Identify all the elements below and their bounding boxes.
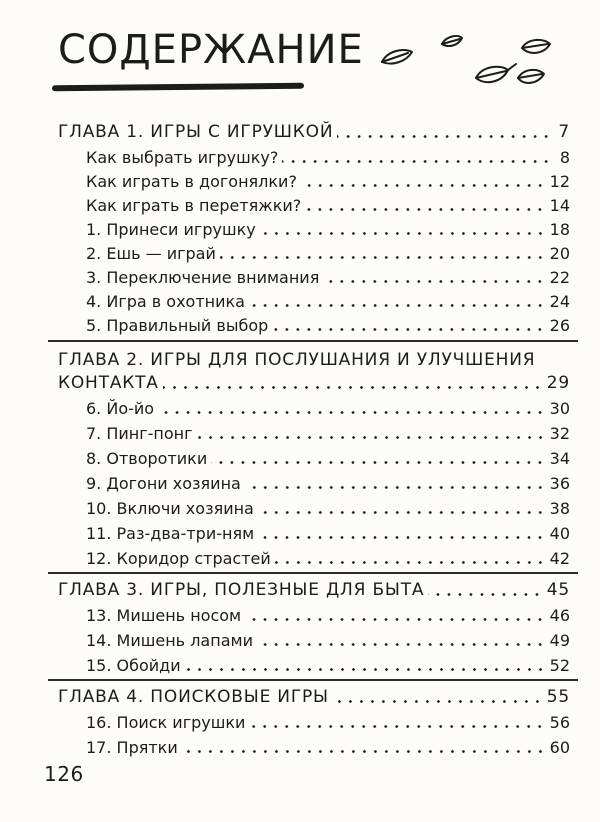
item-title: 1. Принеси игрушку — [86, 220, 256, 239]
page-ref: 46 — [549, 606, 570, 625]
page-ref: 38 — [549, 499, 570, 518]
page-ref: 32 — [549, 424, 570, 443]
page-ref: 8 — [559, 148, 570, 167]
page-title: СОДЕРЖАНИЕ — [58, 27, 364, 73]
chapter-4-entry[interactable] — [58, 689, 570, 706]
page-ref: 7 — [558, 122, 570, 142]
page-ref: 36 — [549, 474, 570, 493]
chapter-title: ГЛАВА 1. ИГРЫ С ИГРУШКОЙ — [58, 122, 334, 142]
list-item[interactable] — [86, 150, 570, 166]
leader-dots — [257, 643, 546, 646]
leader-dots — [245, 486, 546, 489]
page-ref: 22 — [549, 268, 570, 287]
item-title: 4. Игра в охотника — [86, 292, 245, 311]
list-item[interactable] — [86, 401, 570, 417]
page-ref: 29 — [546, 373, 570, 393]
leader-dots — [182, 750, 546, 753]
leader-dots — [163, 386, 543, 389]
leader-dots — [245, 618, 546, 621]
leader-dots — [301, 184, 546, 187]
item-title: 13. Мишень носом — [86, 606, 242, 625]
page-ref: 45 — [546, 580, 570, 600]
leader-dots — [333, 700, 543, 703]
chapter-title: ГЛАВА 4. ПОИСКОВЫЕ ИГРЫ — [58, 687, 329, 707]
section-divider — [48, 572, 578, 574]
list-item[interactable] — [86, 501, 570, 517]
leader-dots — [258, 511, 546, 514]
list-item[interactable] — [86, 174, 570, 190]
leader-dots — [249, 725, 545, 728]
list-item[interactable] — [86, 476, 570, 492]
item-title: 16. Поиск игрушки — [86, 713, 246, 732]
item-title: 14. Мишень лапами — [86, 631, 253, 650]
leader-dots — [197, 436, 546, 439]
item-title: Как выбрать игрушку? — [86, 148, 279, 167]
list-item[interactable] — [86, 270, 570, 286]
item-title: 2. Ешь — играй — [86, 244, 216, 263]
page-ref: 12 — [549, 172, 570, 191]
page-ref: 55 — [546, 687, 570, 707]
leader-dots — [428, 593, 542, 596]
page-ref: 42 — [549, 549, 570, 568]
leader-dots — [220, 256, 546, 259]
list-item[interactable] — [86, 608, 570, 624]
item-title: 6. Йо-йо — [86, 399, 155, 418]
list-item[interactable] — [86, 715, 570, 731]
list-item[interactable] — [86, 740, 570, 756]
chapter-3-entry[interactable] — [58, 582, 570, 599]
list-item[interactable] — [86, 551, 570, 567]
chapter-title: КОНТАКТА — [58, 373, 159, 393]
chapter-title: ГЛАВА 3. ИГРЫ, ПОЛЕЗНЫЕ ДЛЯ БЫТА — [58, 580, 425, 600]
item-title: 7. Пинг-понг — [86, 424, 193, 443]
page-ref: 20 — [549, 244, 570, 263]
page-ref: 56 — [549, 713, 570, 732]
leader-dots — [282, 160, 552, 163]
list-item[interactable] — [86, 246, 570, 262]
list-item[interactable] — [86, 222, 570, 238]
list-item[interactable] — [86, 318, 570, 334]
list-item[interactable] — [86, 526, 570, 542]
list-item[interactable] — [86, 198, 570, 214]
item-title: 3. Переключение внимания — [86, 268, 320, 287]
page-ref: 34 — [549, 449, 570, 468]
list-item[interactable] — [86, 426, 570, 442]
chapter-2-title-line1[interactable]: ГЛАВА 2. ИГРЫ ДЛЯ ПОСЛУШАНИЯ И УЛУЧШЕНИЯ — [58, 350, 536, 370]
item-title: Как играть в догонялки? — [86, 172, 297, 191]
leader-dots — [275, 561, 546, 564]
item-title: 9. Догони хозяина — [86, 474, 241, 493]
leader-dots — [185, 668, 546, 671]
page-ref: 49 — [549, 631, 570, 650]
section-divider — [48, 340, 578, 342]
list-item[interactable] — [86, 451, 570, 467]
item-title: 11. Раз-два-три-ням — [86, 524, 255, 543]
item-title: Как играть в перетяжки? — [86, 196, 302, 215]
list-item[interactable] — [86, 633, 570, 649]
page-ref: 60 — [549, 738, 570, 757]
page-ref: 52 — [549, 656, 570, 675]
leader-dots — [158, 411, 546, 414]
page-ref: 18 — [549, 220, 570, 239]
page-ref: 26 — [549, 316, 570, 335]
leader-dots — [211, 461, 545, 464]
item-title: 8. Отворотики — [86, 449, 208, 468]
list-item[interactable] — [86, 294, 570, 310]
leader-dots — [305, 208, 545, 211]
leader-dots — [260, 232, 546, 235]
item-title: 17. Прятки — [86, 738, 178, 757]
item-title: 12. Коридор страстей — [86, 549, 271, 568]
leader-dots — [258, 536, 546, 539]
item-title: 5. Правильный выбор — [86, 316, 269, 335]
leader-dots — [272, 328, 545, 331]
page-ref: 30 — [549, 399, 570, 418]
item-title: 15. Обойди — [86, 656, 181, 675]
chapter-1-entry[interactable] — [58, 124, 570, 141]
chapter-2-entry[interactable] — [58, 375, 570, 392]
page-ref: 14 — [549, 196, 570, 215]
leader-dots — [337, 135, 552, 138]
list-item[interactable] — [86, 658, 570, 674]
item-title: 10. Включи хозяина — [86, 499, 254, 518]
page-ref: 24 — [549, 292, 570, 311]
page-number: 126 — [44, 762, 84, 786]
section-divider — [48, 679, 578, 681]
page-ref: 40 — [549, 524, 570, 543]
leader-dots — [323, 280, 545, 283]
leader-dots — [249, 304, 546, 307]
